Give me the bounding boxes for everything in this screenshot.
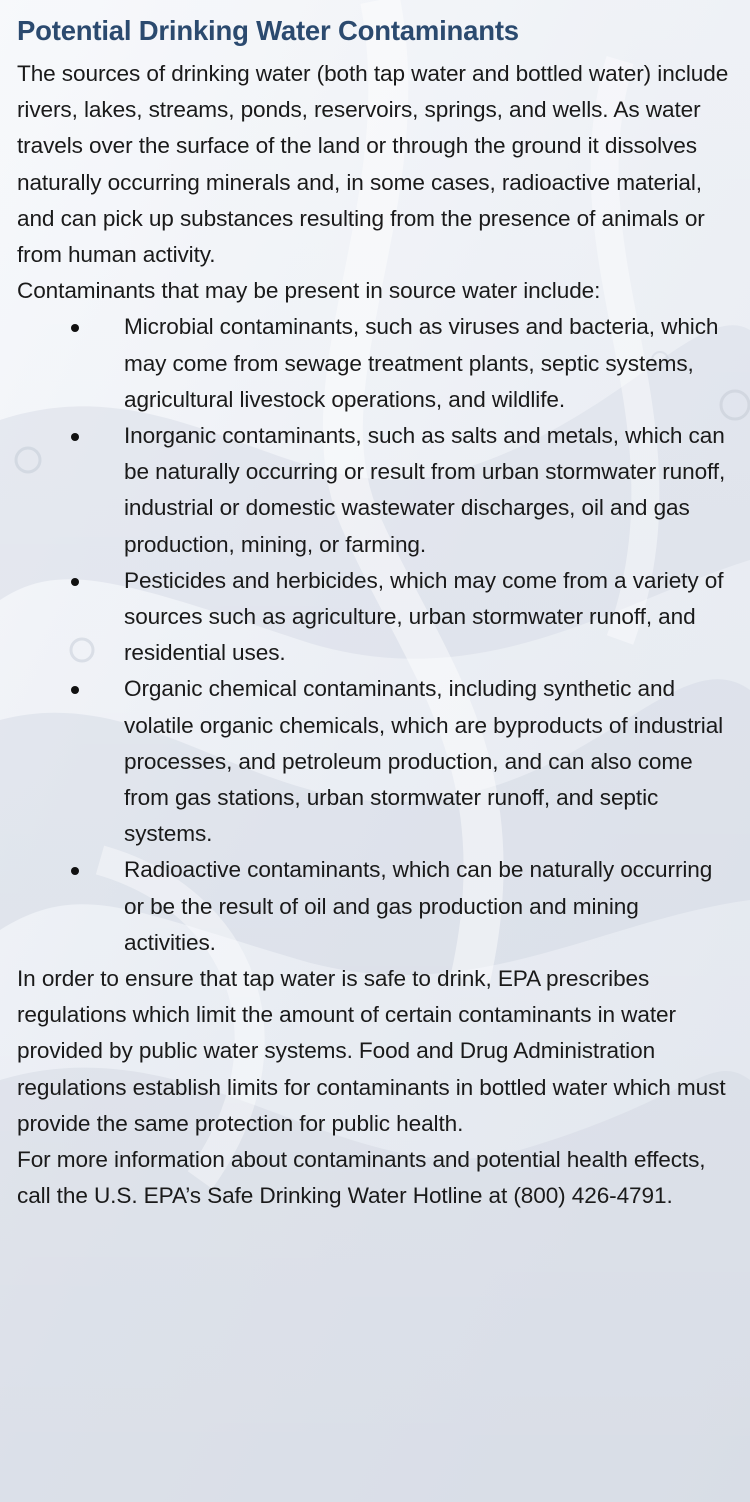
bullet-icon (71, 433, 79, 441)
bullet-icon (71, 867, 79, 875)
list-item-text: Inorganic contaminants, such as salts and metals, which can be naturally occurring or result from urban stormwater runoff, industrial or domestic wastewater discharges, oil and gas production, mining, or farming. (124, 423, 726, 557)
page-title: Potential Drinking Water Contaminants (17, 15, 519, 46)
regulation-paragraph: In order to ensure that tap water is safe to drink, EPA prescribes regulations which limit the amount of certain contaminants in water provided by public water systems. Food and Drug Administration regulations establish limits for contaminants in bottled water which must provide the same protection for public health. (17, 966, 726, 1136)
list-item-text: Pesticides and herbicides, which may come from a variety of sources such as agriculture, urban stormwater runoff, and residential uses. (124, 567, 724, 666)
more-info-paragraph: For more information about contaminants and potential health effects, call the U.S. EPA’s Safe Drinking Water Hotline at (800) 426-4791. (17, 1147, 706, 1209)
bullet-icon (71, 686, 79, 694)
bullet-icon (71, 578, 79, 586)
contaminant-list (17, 309, 732, 961)
list-item-text: Microbial contaminants, such as viruses and bacteria, which may come from sewage treatment plants, septic systems, agricultural livestock operations, and wildlife. (124, 314, 719, 412)
list-item (17, 563, 732, 672)
list-item (17, 309, 732, 418)
intro-paragraph: The sources of drinking water (both tap water and bottled water) include rivers, lakes, streams, ponds, reservoirs, springs, and wells. As water travels over the surface of the land or through the ground it dissolves naturally occurring minerals and, in some cases, radioactive material, and can pick up substances resulting from the presence of animals or from human activity. (17, 61, 729, 268)
list-item-text: Organic chemical contaminants, including synthetic and volatile organic chemicals, which are byproducts of industrial processes, and petroleum production, and can also come from gas stations, urban stormwater runoff, and septic systems. (124, 676, 724, 847)
list-item-text: Radioactive contaminants, which can be naturally occurring or be the result of oil and gas production and mining activities. (124, 857, 713, 955)
bullet-icon (71, 324, 79, 332)
list-item (17, 418, 732, 563)
list-intro-paragraph: Contaminants that may be present in source water include: (17, 278, 601, 304)
list-item (17, 852, 732, 961)
list-item (17, 671, 732, 852)
